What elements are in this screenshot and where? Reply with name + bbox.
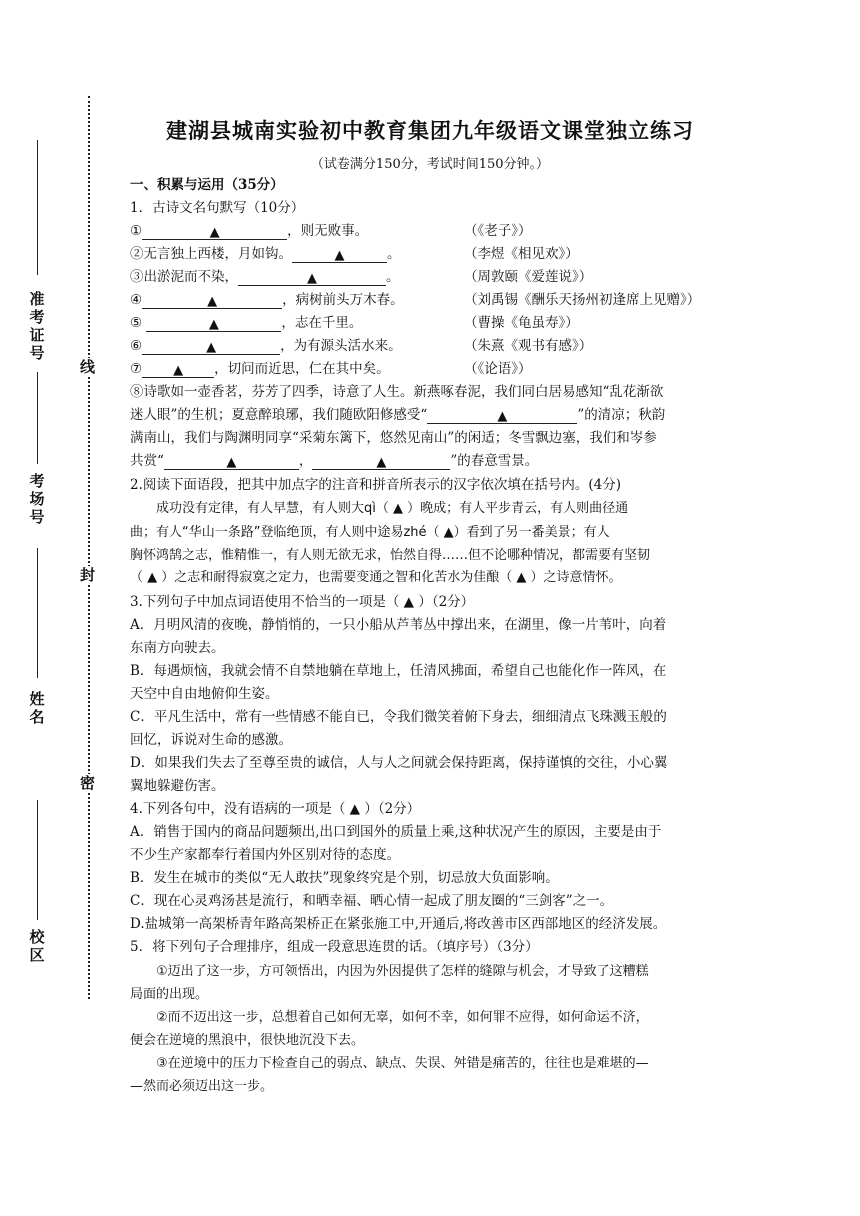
question-4-heading: 4.下列各句中，没有语病的一项是（ ▲ ）（2分） [130, 801, 421, 817]
poem-source: （李煜《相见欢》） [464, 246, 579, 262]
name-label: 姓 名 [29, 690, 45, 726]
question-5-sentence-3a: ③在逆境中的压力下检查自己的弱点、缺点、失误、舛错是痛苦的，往往也是难堪的— [156, 1056, 649, 1071]
question-5-sentence-2b: 便会在逆境的黑浪中，很快地沉没下去。 [130, 1033, 365, 1048]
poem-line-5: ⑤ ▲ ，志在千里。 （曹操《龟虽寿》） [130, 315, 579, 332]
answer-blank[interactable]: ▲ [427, 407, 577, 424]
answer-blank[interactable]: ▲ [292, 246, 387, 263]
poem-source: （朱熹《观书有感》） [464, 338, 593, 354]
poem-line-2: ②无言独上西楼，月如钩。 ▲ 。 （李煜《相见欢》） [130, 246, 579, 263]
answer-blank[interactable]: ▲ [142, 361, 214, 378]
campus-line[interactable] [37, 800, 38, 920]
question-3-option-b-1: B．每遇烦恼，我就会情不自禁地躺在草地上，任清风拂面，希望自己也能化作一阵风，在 [130, 663, 667, 679]
question-5-sentence-1b: 局面的出现。 [130, 987, 209, 1002]
question-3-heading: 3.下列句子中加点词语使用不恰当的一项是（ ▲ ）（2分） [130, 594, 475, 610]
question-2-para-1: 成功没有定律，有人早慧，有人则大qì（ ▲ ）晚成；有人平步青云，有人则曲径通 [156, 501, 629, 516]
question-1-heading: 1．古诗文名句默写（10分） [130, 200, 305, 216]
question-3-option-c-1: C．平凡生活中，常有一些情感不能自已，令我们微笑着俯下身去，细细清点飞珠溅玉般的 [130, 709, 667, 725]
page-subtitle: （试卷满分150分，考试时间150分钟。） [310, 157, 550, 172]
question-2-para-3: 胸怀鸿鹄之志，惟精惟一，有人则无欲无求，怡然自得……但不论哪种情况，都需要有坚韧 [130, 548, 651, 563]
question-3-option-d-1: D．如果我们失去了至尊至贵的诚信，人与人之间就会保持距离，保持谨慎的交往，小心翼 [130, 755, 668, 771]
question-4-option-c: C．现在心灵鸡汤甚是流行，和晒幸福、晒心情一起成了朋友圈的“三剑客”之一。 [130, 893, 614, 909]
poem-line-6: ⑥ ▲ ，为有源头活水来。 （朱熹《观书有感》） [130, 338, 593, 355]
admission-number-label: 准 考 证 号 [29, 290, 45, 362]
question-5-sentence-3b: —然而必须迈出这一步。 [130, 1079, 274, 1094]
answer-blank[interactable]: ▲ [142, 292, 282, 309]
question-4-option-a-2: 不少生产家都奉行着国内外区别对待的态度。 [130, 847, 400, 863]
seal-dotted-line [88, 96, 90, 999]
section-heading: 一、积累与运用（35分） [130, 177, 284, 193]
answer-blank[interactable]: ▲ [238, 269, 386, 286]
poem-line-1: ① ▲ ，则无败事。 （《老子》） [130, 223, 532, 240]
question-2-heading: 2.阅读下面语段，把其中加点字的注音和拼音所表示的汉字依次填在括号内。(4分) [130, 477, 622, 493]
poem-line-4: ④ ▲ ，病树前头万木春。 （刘禹锡《酬乐天扬州初逢席上见赠》） [130, 292, 701, 309]
question-4-option-a-1: A．销售于国内的商品问题频出,出口到国外的质量上乘,这种状况产生的原因，主要是由于 [130, 824, 662, 840]
poem-line-7: ⑦ ▲ ，切问而近思，仁在其中矣。 （《论语》） [130, 361, 532, 378]
question-8-line-3: 满南山，我们与陶渊明同享“采菊东篱下，悠然见南山”的闲适；冬雪飘边塞，我们和岑参 [130, 430, 657, 446]
poem-source: （周敦颐《爱莲说》） [464, 269, 593, 285]
question-4-option-d: D.盐城第一高架桥青年路高架桥正在紧张施工中,开通后,将改善市区西部地区的经济发展。 [130, 916, 667, 932]
answer-blank[interactable]: ▲ [312, 453, 450, 470]
campus-label: 校 区 [29, 928, 45, 964]
seal-char-mi: 密 [80, 774, 96, 792]
answer-blank[interactable]: ▲ [164, 453, 299, 470]
question-2-para-4: （ ▲ ）之志和耐得寂寞之定力，也需要变通之智和化苦水为佳酿（ ▲ ）之诗意情怀。 [130, 570, 622, 585]
poem-source: （《老子》） [464, 223, 532, 239]
seal-char-xian: 线 [80, 358, 96, 376]
poem-source: （曹操《龟虽寿》） [464, 315, 579, 331]
poem-source: （《论语》） [464, 361, 532, 377]
answer-blank[interactable]: ▲ [146, 315, 281, 332]
seal-char-feng: 封 [80, 566, 96, 584]
poem-line-3: ③出淤泥而不染， ▲ 。 （周敦颐《爱莲说》） [130, 269, 593, 286]
question-5-heading: 5．将下列句子合理排序，组成一段意思连贯的话。（填序号）（3分） [130, 939, 539, 955]
question-8-line-4: 共赏“ ▲ ， ▲ ”的春意雪景。 [130, 453, 539, 470]
question-8-line-1: ⑧诗歌如一壶香茗，芬芳了四季，诗意了人生。新燕啄春泥，我们同白居易感知“乱花渐欲 [130, 384, 664, 400]
question-2-para-2: 曲；有人“华山一条路”登临绝顶，有人则中途易zhé（ ▲）看到了另一番美景；有人 [130, 525, 610, 540]
admission-number-line[interactable] [37, 140, 38, 275]
exam-room-label: 考 场 号 [29, 472, 45, 526]
question-8-line-2: 迷人眼”的生机；夏意醉琅琊，我们随欧阳修感受“ ▲ ”的清凉；秋韵 [130, 407, 666, 424]
question-3-option-c-2: 回忆，诉说对生命的感激。 [130, 732, 292, 748]
question-3-option-d-2: 翼地躲避伤害。 [130, 778, 225, 794]
question-5-sentence-1a: ①迈出了这一步，方可领悟出，内因为外因提供了怎样的缝隙与机会，才导致了这糟糕 [156, 964, 649, 979]
question-3-option-a-1: A．月明风清的夜晚，静悄悄的，一只小船从芦苇丛中撑出来，在湖里，像一片苇叶，向着 [130, 617, 667, 633]
binding-margin [0, 0, 100, 1216]
poem-source: （刘禹锡《酬乐天扬州初逢席上见赠》） [464, 292, 701, 308]
answer-blank[interactable]: ▲ [142, 338, 280, 355]
page-title: 建湖县城南实验初中教育集团九年级语文课堂独立练习 [166, 119, 694, 143]
name-line[interactable] [37, 548, 38, 678]
exam-room-line[interactable] [37, 372, 38, 464]
question-3-option-b-2: 天空中自由地俯仰生姿。 [130, 686, 279, 702]
question-4-option-b: B．发生在城市的类似“无人敢扶”现象终究是个别，切忌放大负面影响。 [130, 870, 559, 886]
answer-blank[interactable]: ▲ [142, 223, 287, 240]
question-3-option-a-2: 东南方向驶去。 [130, 640, 225, 656]
question-5-sentence-2a: ②而不迈出这一步，总想着自己如何无辜，如何不幸，如何罪不应得，如何命运不济， [156, 1010, 649, 1025]
